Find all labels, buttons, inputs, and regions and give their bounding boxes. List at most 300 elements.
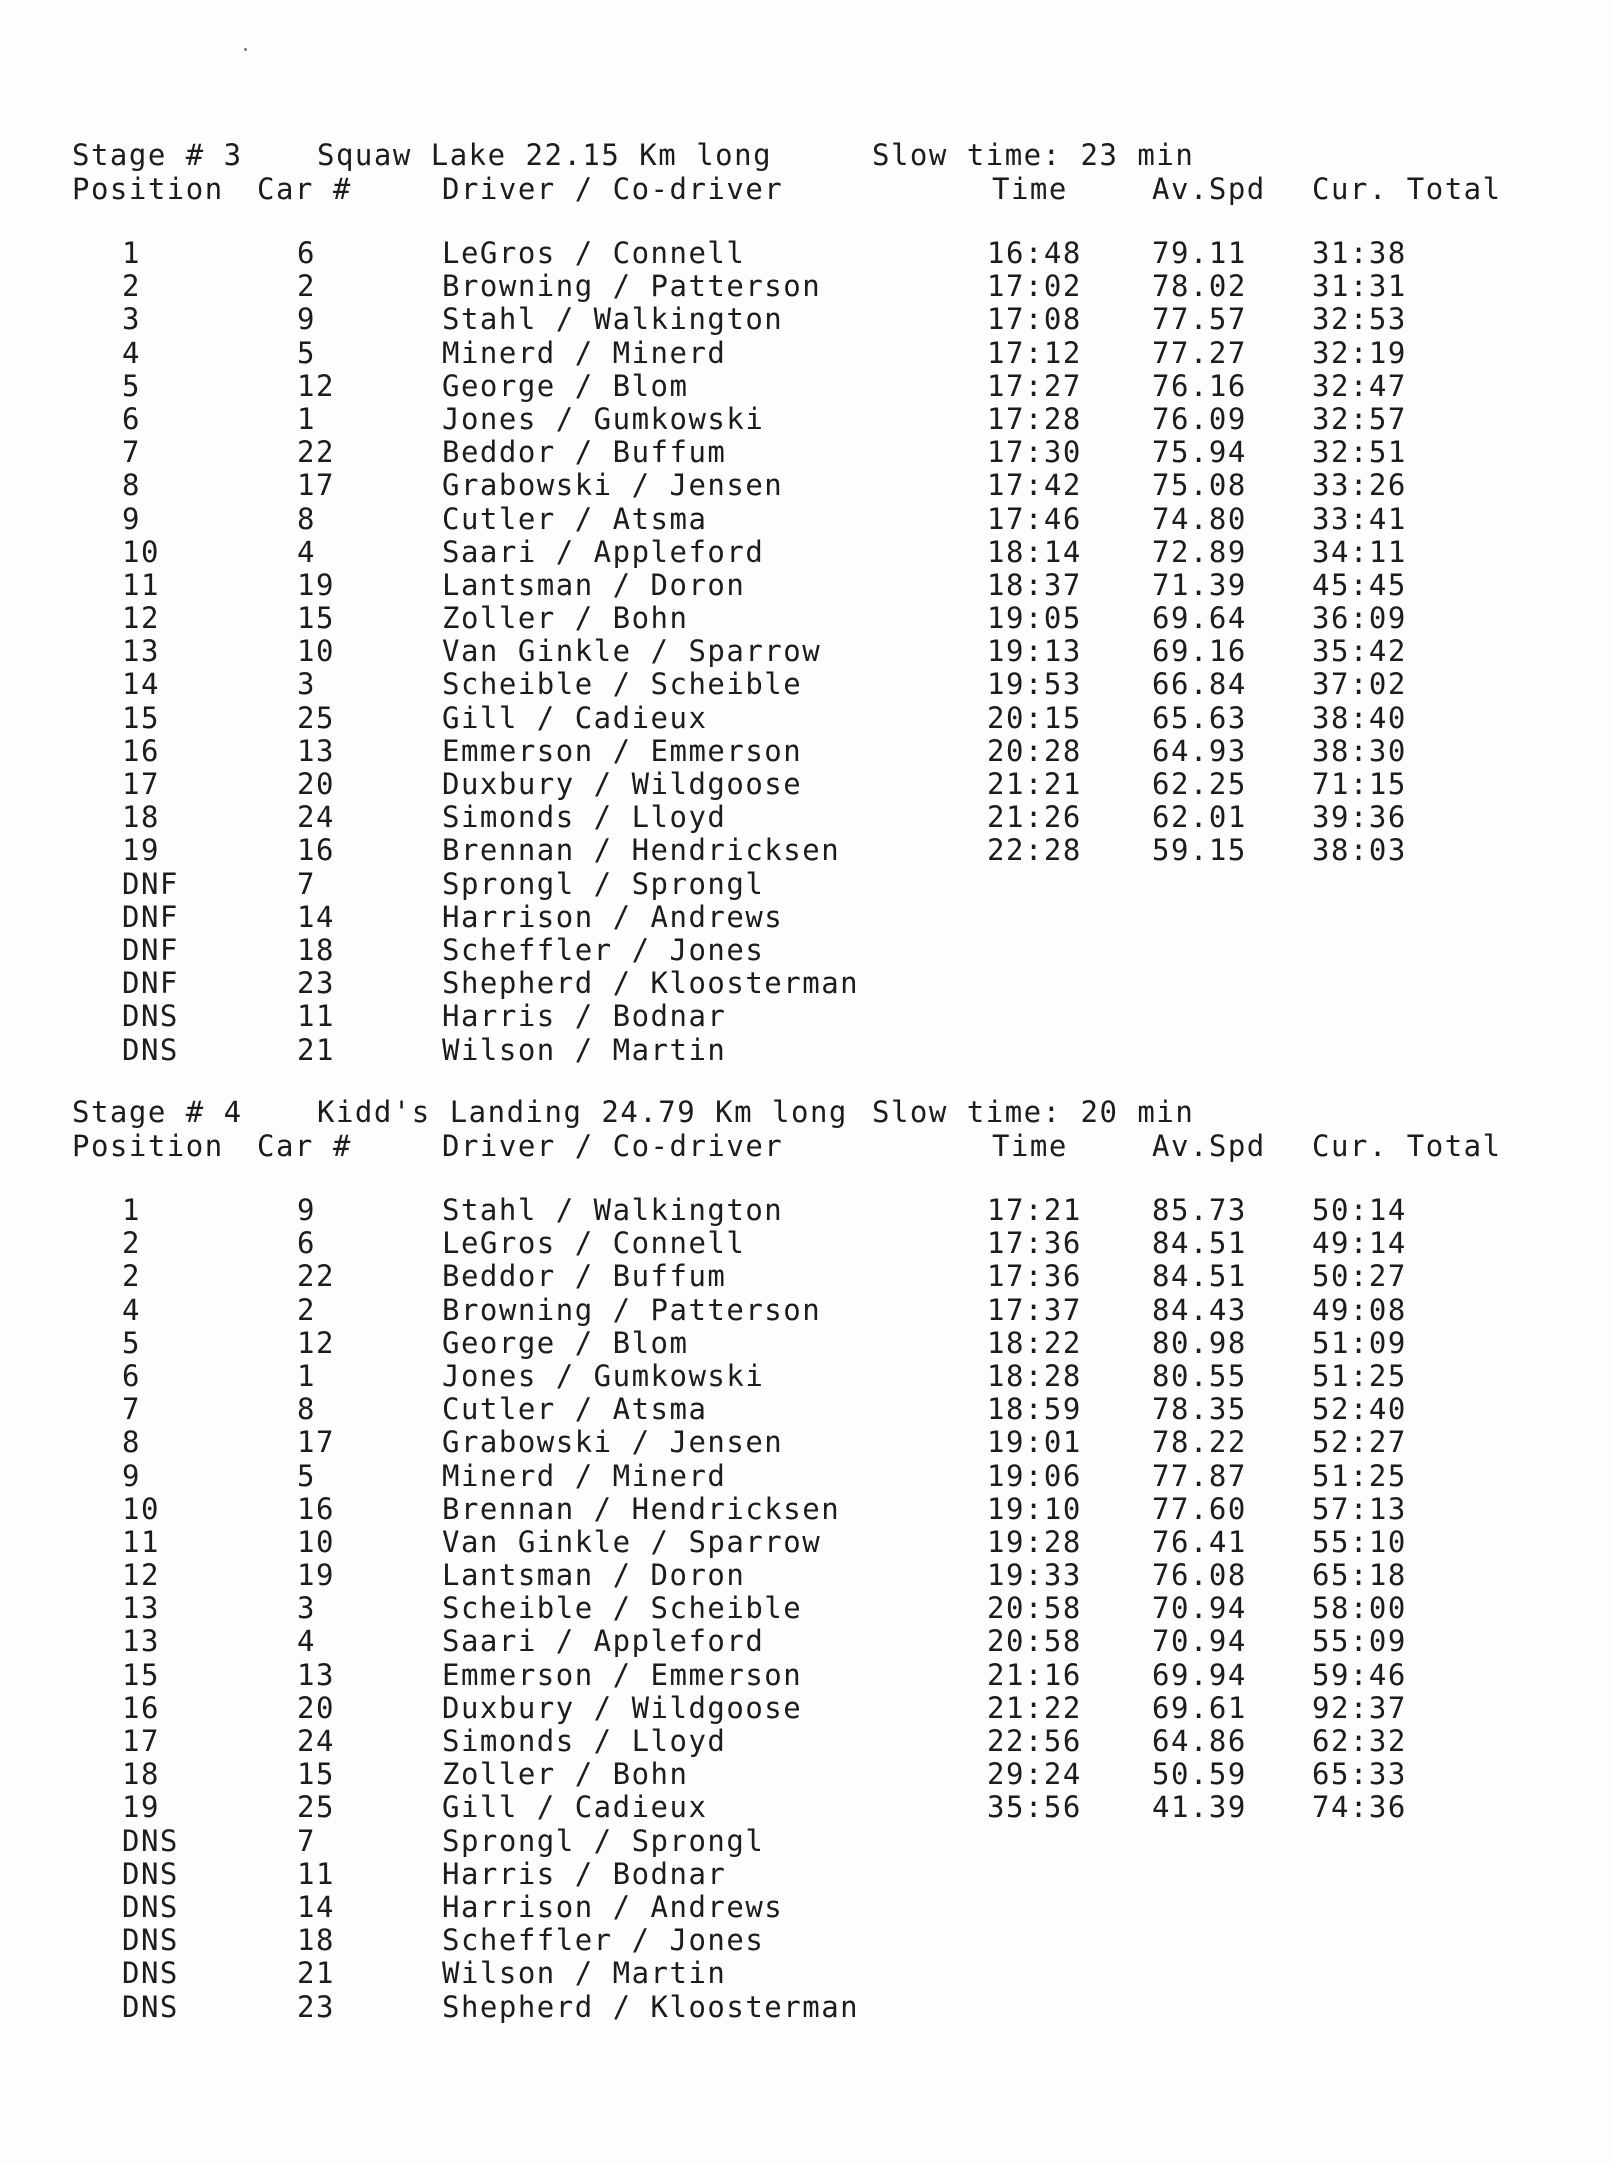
- driver-cell: Harrison / Andrews: [442, 899, 784, 934]
- car-number-cell: 13: [297, 1657, 335, 1692]
- car-number-cell: 16: [297, 833, 335, 868]
- cumulative-total-cell: 52:27: [1312, 1425, 1407, 1460]
- driver-cell: Beddor / Buffum: [442, 435, 727, 470]
- cumulative-total-cell: 35:42: [1312, 634, 1407, 669]
- car-number-cell: 17: [297, 468, 335, 503]
- cumulative-total-cell: 39:36: [1312, 800, 1407, 835]
- car-number-cell: 1: [297, 401, 316, 436]
- driver-cell: Lantsman / Doron: [442, 1558, 746, 1593]
- time-cell: 17:27: [987, 368, 1082, 403]
- car-number-cell: 25: [297, 700, 335, 735]
- position-cell: DNS: [122, 1956, 179, 1991]
- stage-header: [72, 138, 1552, 172]
- stage-4-results: [72, 1095, 1552, 2023]
- paper-speck: [244, 48, 247, 51]
- position-cell: 11: [122, 1524, 160, 1559]
- position-cell: DNF: [122, 966, 179, 1001]
- average-speed-cell: 69.61: [1152, 1690, 1247, 1725]
- driver-cell: Scheible / Scheible: [442, 1591, 803, 1626]
- driver-cell: Grabowski / Jensen: [442, 468, 784, 503]
- time-cell: 29:24: [987, 1757, 1082, 1792]
- table-row: [72, 1359, 1552, 1392]
- driver-cell: Cutler / Atsma: [442, 501, 708, 536]
- column-headers: [72, 1129, 1552, 1163]
- car-number-cell: 8: [297, 1392, 316, 1427]
- slow-time: Slow time: 20 min: [872, 1095, 1195, 1129]
- average-speed-cell: 80.55: [1152, 1358, 1247, 1393]
- table-row: [72, 601, 1552, 634]
- cumulative-total-cell: 38:40: [1312, 700, 1407, 735]
- driver-cell: Scheible / Scheible: [442, 667, 803, 702]
- table-row: [72, 1658, 1552, 1691]
- time-cell: 19:05: [987, 601, 1082, 636]
- average-speed-cell: 70.94: [1152, 1624, 1247, 1659]
- time-header: Time: [992, 172, 1068, 206]
- time-cell: 17:12: [987, 335, 1082, 370]
- average-speed-cell: 76.16: [1152, 368, 1247, 403]
- cumulative-total-cell: 38:30: [1312, 733, 1407, 768]
- car-number-cell: 16: [297, 1491, 335, 1526]
- driver-cell: Duxbury / Wildgoose: [442, 1690, 803, 1725]
- average-speed-cell: 69.64: [1152, 601, 1247, 636]
- cumulative-total-cell: 32:19: [1312, 335, 1407, 370]
- cumulative-total-cell: 92:37: [1312, 1690, 1407, 1725]
- cumulative-total-cell: 51:09: [1312, 1325, 1407, 1360]
- total-header: Cur. Total: [1312, 1129, 1502, 1163]
- average-speed-cell: 59.15: [1152, 833, 1247, 868]
- driver-cell: Zoller / Bohn: [442, 1757, 689, 1792]
- table-row: [72, 1691, 1552, 1724]
- table-row: [72, 1857, 1552, 1890]
- table-row: [72, 634, 1552, 667]
- table-row: [72, 900, 1552, 933]
- time-cell: 19:01: [987, 1425, 1082, 1460]
- time-cell: 17:42: [987, 468, 1082, 503]
- table-row: [72, 236, 1552, 269]
- car-number-cell: 15: [297, 1757, 335, 1792]
- car-number-cell: 22: [297, 1259, 335, 1294]
- average-speed-cell: 69.94: [1152, 1657, 1247, 1692]
- car-number-cell: 9: [297, 1193, 316, 1227]
- position-cell: 6: [122, 1358, 141, 1393]
- average-speed-cell: 76.09: [1152, 401, 1247, 436]
- time-cell: 18:22: [987, 1325, 1082, 1360]
- time-cell: 20:28: [987, 733, 1082, 768]
- total-header: Cur. Total: [1312, 172, 1502, 206]
- car-number-cell: 24: [297, 800, 335, 835]
- car-number-cell: 21: [297, 1956, 335, 1991]
- car-number-cell: 23: [297, 1989, 335, 2024]
- cumulative-total-cell: 58:00: [1312, 1591, 1407, 1626]
- cumulative-total-cell: 34:11: [1312, 534, 1407, 569]
- driver-cell: Van Ginkle / Sparrow: [442, 1524, 822, 1559]
- position-cell: 15: [122, 1657, 160, 1692]
- time-cell: 19:13: [987, 634, 1082, 669]
- position-cell: 9: [122, 501, 141, 536]
- time-cell: 17:21: [987, 1193, 1082, 1227]
- driver-cell: Shepherd / Kloosterman: [442, 1989, 860, 2024]
- table-row: [72, 1193, 1552, 1226]
- cumulative-total-cell: 32:53: [1312, 302, 1407, 337]
- position-cell: 2: [122, 1259, 141, 1294]
- table-row: [72, 535, 1552, 568]
- position-cell: 11: [122, 567, 160, 602]
- driver-cell: Lantsman / Doron: [442, 567, 746, 602]
- average-speed-cell: 85.73: [1152, 1193, 1247, 1227]
- car-number-cell: 12: [297, 1325, 335, 1360]
- cumulative-total-cell: 52:40: [1312, 1392, 1407, 1427]
- driver-cell: Minerd / Minerd: [442, 335, 727, 370]
- car-number-cell: 11: [297, 999, 335, 1034]
- position-cell: DNS: [122, 1856, 179, 1891]
- cumulative-total-cell: 49:14: [1312, 1226, 1407, 1261]
- driver-cell: Harris / Bodnar: [442, 999, 727, 1034]
- position-cell: 4: [122, 335, 141, 370]
- driver-cell: Emmerson / Emmerson: [442, 1657, 803, 1692]
- time-cell: 19:10: [987, 1491, 1082, 1526]
- time-cell: 17:36: [987, 1226, 1082, 1261]
- time-cell: 35:56: [987, 1790, 1082, 1825]
- cumulative-total-cell: 65:33: [1312, 1757, 1407, 1792]
- table-row: [72, 1990, 1552, 2023]
- table-row: [72, 1459, 1552, 1492]
- time-cell: 20:58: [987, 1624, 1082, 1659]
- table-row: [72, 1525, 1552, 1558]
- time-cell: 17:02: [987, 269, 1082, 304]
- average-speed-cell: 77.60: [1152, 1491, 1247, 1526]
- table-row: [72, 1757, 1552, 1790]
- position-cell: DNS: [122, 999, 179, 1034]
- results-table: [72, 236, 1552, 1066]
- cumulative-total-cell: 45:45: [1312, 567, 1407, 602]
- time-cell: 18:14: [987, 534, 1082, 569]
- average-speed-cell: 76.08: [1152, 1558, 1247, 1593]
- table-row: [72, 833, 1552, 866]
- car-number-cell: 3: [297, 1591, 316, 1626]
- position-cell: DNS: [122, 1823, 179, 1858]
- time-cell: 18:28: [987, 1358, 1082, 1393]
- average-speed-cell: 71.39: [1152, 567, 1247, 602]
- position-cell: DNS: [122, 1989, 179, 2024]
- car-number-cell: 14: [297, 1889, 335, 1924]
- position-cell: 15: [122, 700, 160, 735]
- driver-cell: Simonds / Lloyd: [442, 800, 727, 835]
- table-row: [72, 468, 1552, 501]
- car-number-cell: 20: [297, 767, 335, 801]
- car-number-cell: 18: [297, 1923, 335, 1958]
- results-table: [72, 1193, 1552, 2023]
- time-cell: 17:37: [987, 1292, 1082, 1327]
- position-cell: DNS: [122, 1889, 179, 1924]
- average-speed-cell: 78.02: [1152, 269, 1247, 304]
- time-cell: 19:28: [987, 1524, 1082, 1559]
- table-row: [72, 1790, 1552, 1823]
- driver-cell: Minerd / Minerd: [442, 1458, 727, 1493]
- average-speed-cell: 72.89: [1152, 534, 1247, 569]
- driver-cell: Emmerson / Emmerson: [442, 733, 803, 768]
- car-number-cell: 6: [297, 1226, 316, 1261]
- position-cell: 12: [122, 601, 160, 636]
- time-cell: 21:21: [987, 767, 1082, 801]
- position-cell: 16: [122, 733, 160, 768]
- time-cell: 21:16: [987, 1657, 1082, 1692]
- stage-location: Squaw Lake 22.15 Km long: [317, 138, 773, 172]
- car-number-cell: 21: [297, 1032, 335, 1067]
- driver-cell: Sprongl / Sprongl: [442, 1823, 765, 1858]
- position-cell: DNF: [122, 899, 179, 934]
- car-number-cell: 19: [297, 567, 335, 602]
- position-header: Position: [72, 1129, 224, 1163]
- time-cell: 17:30: [987, 435, 1082, 470]
- position-cell: 4: [122, 1292, 141, 1327]
- table-row: [72, 1724, 1552, 1757]
- position-cell: 9: [122, 1458, 141, 1493]
- average-speed-cell: 62.01: [1152, 800, 1247, 835]
- car-number-cell: 7: [297, 866, 316, 901]
- car-number-cell: 6: [297, 236, 316, 270]
- car-number-cell: 3: [297, 667, 316, 702]
- position-cell: 13: [122, 634, 160, 669]
- car-number-cell: 9: [297, 302, 316, 337]
- average-speed-cell: 78.22: [1152, 1425, 1247, 1460]
- position-cell: 1: [122, 1193, 141, 1227]
- average-speed-cell: 84.51: [1152, 1259, 1247, 1294]
- cumulative-total-cell: 71:15: [1312, 767, 1407, 801]
- car-number-cell: 19: [297, 1558, 335, 1593]
- driver-cell: Sprongl / Sprongl: [442, 866, 765, 901]
- cumulative-total-cell: 38:03: [1312, 833, 1407, 868]
- table-row: [72, 1956, 1552, 1989]
- driver-cell: LeGros / Connell: [442, 236, 746, 270]
- time-cell: 20:15: [987, 700, 1082, 735]
- table-row: [72, 966, 1552, 999]
- driver-cell: Scheffler / Jones: [442, 932, 765, 967]
- table-row: [72, 667, 1552, 700]
- cumulative-total-cell: 36:09: [1312, 601, 1407, 636]
- table-row: [72, 1425, 1552, 1458]
- table-row: [72, 1591, 1552, 1624]
- position-cell: 5: [122, 368, 141, 403]
- position-cell: 19: [122, 1790, 160, 1825]
- car-number-cell: 15: [297, 601, 335, 636]
- cumulative-total-cell: 50:27: [1312, 1259, 1407, 1294]
- car-number-cell: 7: [297, 1823, 316, 1858]
- average-speed-cell: 84.51: [1152, 1226, 1247, 1261]
- position-cell: 17: [122, 1724, 160, 1758]
- stage-location: Kidd's Landing 24.79 Km long: [317, 1095, 848, 1129]
- average-speed-cell: 75.94: [1152, 435, 1247, 470]
- position-cell: DNS: [122, 1923, 179, 1958]
- speed-header: Av.Spd: [1152, 1129, 1266, 1163]
- cumulative-total-cell: 31:31: [1312, 269, 1407, 304]
- car-number-cell: 14: [297, 899, 335, 934]
- car-number-cell: 22: [297, 435, 335, 470]
- position-cell: DNF: [122, 866, 179, 901]
- time-cell: 20:58: [987, 1591, 1082, 1626]
- table-row: [72, 1558, 1552, 1591]
- position-cell: 10: [122, 1491, 160, 1526]
- cumulative-total-cell: 32:57: [1312, 401, 1407, 436]
- driver-cell: Stahl / Walkington: [442, 302, 784, 337]
- time-cell: 22:56: [987, 1724, 1082, 1758]
- average-speed-cell: 74.80: [1152, 501, 1247, 536]
- average-speed-cell: 78.35: [1152, 1392, 1247, 1427]
- position-cell: 10: [122, 534, 160, 569]
- position-cell: 7: [122, 1392, 141, 1427]
- position-cell: 7: [122, 435, 141, 470]
- cumulative-total-cell: 32:51: [1312, 435, 1407, 470]
- time-cell: 19:06: [987, 1458, 1082, 1493]
- driver-header: Driver / Co-driver: [442, 1129, 784, 1163]
- table-row: [72, 734, 1552, 767]
- average-speed-cell: 76.41: [1152, 1524, 1247, 1559]
- car-number-cell: 10: [297, 634, 335, 669]
- cumulative-total-cell: 33:41: [1312, 501, 1407, 536]
- cumulative-total-cell: 31:38: [1312, 236, 1407, 270]
- time-cell: 21:22: [987, 1690, 1082, 1725]
- car-header: Car #: [257, 1129, 352, 1163]
- average-speed-cell: 79.11: [1152, 236, 1247, 270]
- time-cell: 18:59: [987, 1392, 1082, 1427]
- average-speed-cell: 70.94: [1152, 1591, 1247, 1626]
- table-row: [72, 1492, 1552, 1525]
- driver-cell: Beddor / Buffum: [442, 1259, 727, 1294]
- speed-header: Av.Spd: [1152, 172, 1266, 206]
- position-cell: 6: [122, 401, 141, 436]
- driver-cell: Simonds / Lloyd: [442, 1724, 727, 1758]
- table-row: [72, 1226, 1552, 1259]
- driver-cell: Grabowski / Jensen: [442, 1425, 784, 1460]
- table-row: [72, 1624, 1552, 1657]
- driver-cell: Van Ginkle / Sparrow: [442, 634, 822, 669]
- time-cell: 17:28: [987, 401, 1082, 436]
- table-row: [72, 1033, 1552, 1066]
- car-number-cell: 23: [297, 966, 335, 1001]
- position-cell: 16: [122, 1690, 160, 1725]
- table-row: [72, 800, 1552, 833]
- cumulative-total-cell: 49:08: [1312, 1292, 1407, 1327]
- position-cell: 13: [122, 1624, 160, 1659]
- cumulative-total-cell: 50:14: [1312, 1193, 1407, 1227]
- average-speed-cell: 77.27: [1152, 335, 1247, 370]
- table-row: [72, 701, 1552, 734]
- table-row: [72, 502, 1552, 535]
- average-speed-cell: 62.25: [1152, 767, 1247, 801]
- car-number-cell: 2: [297, 269, 316, 304]
- position-header: Position: [72, 172, 224, 206]
- driver-cell: Browning / Patterson: [442, 269, 822, 304]
- position-cell: 18: [122, 800, 160, 835]
- table-row: [72, 1392, 1552, 1425]
- cumulative-total-cell: 51:25: [1312, 1458, 1407, 1493]
- time-cell: 16:48: [987, 236, 1082, 270]
- driver-cell: Cutler / Atsma: [442, 1392, 708, 1427]
- position-cell: 8: [122, 468, 141, 503]
- cumulative-total-cell: 74:36: [1312, 1790, 1407, 1825]
- table-row: [72, 867, 1552, 900]
- stage-title: Stage # 4: [72, 1095, 243, 1129]
- car-number-cell: 1: [297, 1358, 316, 1393]
- stage-3-results: [72, 138, 1552, 1066]
- driver-cell: Harris / Bodnar: [442, 1856, 727, 1891]
- car-number-cell: 4: [297, 1624, 316, 1659]
- cumulative-total-cell: 62:32: [1312, 1724, 1407, 1758]
- driver-cell: Stahl / Walkington: [442, 1193, 784, 1227]
- position-cell: DNF: [122, 932, 179, 967]
- time-cell: 17:08: [987, 302, 1082, 337]
- table-row: [72, 1923, 1552, 1956]
- position-cell: 14: [122, 667, 160, 702]
- table-row: [72, 435, 1552, 468]
- cumulative-total-cell: 37:02: [1312, 667, 1407, 702]
- driver-cell: LeGros / Connell: [442, 1226, 746, 1261]
- driver-cell: Wilson / Martin: [442, 1032, 727, 1067]
- car-number-cell: 4: [297, 534, 316, 569]
- average-speed-cell: 65.63: [1152, 700, 1247, 735]
- driver-cell: Scheffler / Jones: [442, 1923, 765, 1958]
- table-row: [72, 1326, 1552, 1359]
- table-row: [72, 1293, 1552, 1326]
- table-row: [72, 302, 1552, 335]
- car-number-cell: 12: [297, 368, 335, 403]
- average-speed-cell: 64.86: [1152, 1724, 1247, 1758]
- time-cell: 21:26: [987, 800, 1082, 835]
- position-cell: 19: [122, 833, 160, 868]
- position-cell: 5: [122, 1325, 141, 1360]
- cumulative-total-cell: 55:10: [1312, 1524, 1407, 1559]
- average-speed-cell: 69.16: [1152, 634, 1247, 669]
- driver-cell: Duxbury / Wildgoose: [442, 767, 803, 801]
- time-cell: 18:37: [987, 567, 1082, 602]
- driver-cell: Wilson / Martin: [442, 1956, 727, 1991]
- driver-cell: Saari / Appleford: [442, 534, 765, 569]
- table-row: [72, 336, 1552, 369]
- cumulative-total-cell: 32:47: [1312, 368, 1407, 403]
- car-number-cell: 24: [297, 1724, 335, 1758]
- car-number-cell: 18: [297, 932, 335, 967]
- stage-title: Stage # 3: [72, 138, 243, 172]
- driver-cell: Browning / Patterson: [442, 1292, 822, 1327]
- stage-header: [72, 1095, 1552, 1129]
- car-number-cell: 5: [297, 335, 316, 370]
- driver-cell: Brennan / Hendricksen: [442, 1491, 841, 1526]
- average-speed-cell: 50.59: [1152, 1757, 1247, 1792]
- car-number-cell: 2: [297, 1292, 316, 1327]
- cumulative-total-cell: 65:18: [1312, 1558, 1407, 1593]
- position-cell: 13: [122, 1591, 160, 1626]
- car-number-cell: 10: [297, 1524, 335, 1559]
- slow-time: Slow time: 23 min: [872, 138, 1195, 172]
- position-cell: 8: [122, 1425, 141, 1460]
- driver-cell: Brennan / Hendricksen: [442, 833, 841, 868]
- cumulative-total-cell: 33:26: [1312, 468, 1407, 503]
- position-cell: 12: [122, 1558, 160, 1593]
- driver-cell: Harrison / Andrews: [442, 1889, 784, 1924]
- car-number-cell: 8: [297, 501, 316, 536]
- cumulative-total-cell: 57:13: [1312, 1491, 1407, 1526]
- time-header: Time: [992, 1129, 1068, 1163]
- car-number-cell: 13: [297, 733, 335, 768]
- driver-cell: Saari / Appleford: [442, 1624, 765, 1659]
- table-row: [72, 933, 1552, 966]
- driver-cell: Shepherd / Kloosterman: [442, 966, 860, 1001]
- position-cell: DNS: [122, 1032, 179, 1067]
- driver-cell: Jones / Gumkowski: [442, 401, 765, 436]
- average-speed-cell: 75.08: [1152, 468, 1247, 503]
- average-speed-cell: 77.57: [1152, 302, 1247, 337]
- time-cell: 22:28: [987, 833, 1082, 868]
- driver-cell: Gill / Cadieux: [442, 1790, 708, 1825]
